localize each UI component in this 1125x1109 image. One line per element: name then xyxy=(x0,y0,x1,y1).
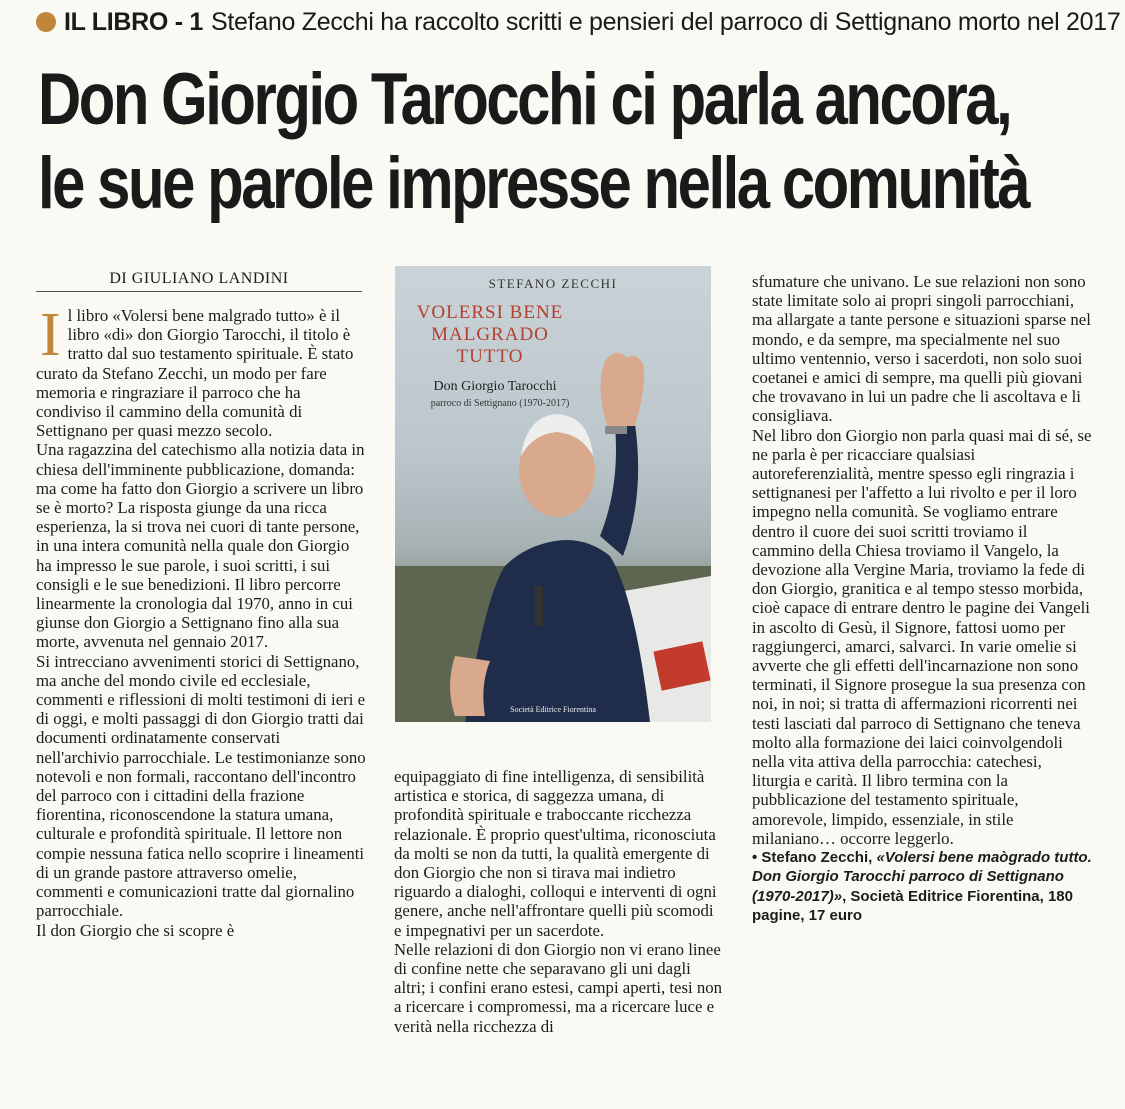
paragraph-2: Una ragazzina del catechismo alla notizia data in chiesa dell'imminente pubblicazione, domanda: ma come ha fatto don Giorgio a scrivere un libro se è morto? La risposta giunge da una ricca esperienza, la si trova nei cuori di tante persone, in una intera comunità nella quale don Giorgio ha impresso le sue parole, i suoi scritti, i sui consigli e le sue benedizioni. Il libro percorre linearmente la cronologia dal 1970, anno in cui giunse don Giorgio a Settignano fino alla sua morte, avvenuta nel gennaio 2017. xyxy=(36,440,365,652)
headline-line-1: Don Giorgio Tarocchi ci parla ancora, xyxy=(38,59,1011,140)
headline xyxy=(38,58,1029,226)
book-credit xyxy=(752,848,1092,925)
kicker-text: Stefano Zecchi ha raccolto scritti e pensieri del parroco di Settignano morto nel 2017 xyxy=(211,8,1121,36)
drop-cap: I xyxy=(40,301,61,369)
paragraph-7: sfumature che univano. Le sue relazioni non sono state limitate solo ai propri singoli parrocchiani, ma allargate a tante persone e situazioni sparse nel mondo, e da sempre, ma specialmente nel suo ultimo ventennio, verso i sacerdoti, non solo suoi coetanei e amici di sempre, ma quelli più giovani che trovavano in lui un padre che li ascoltava e li consigliava. xyxy=(752,272,1091,426)
article-column-3 xyxy=(752,272,1092,925)
cover-title-line-2: MALGRADO xyxy=(431,324,549,345)
paragraph-5: equipaggiato di fine intelligenza, di sensibilità artistica e storica, di saggezza umana, di profondità spirituale e traboccante ricchezza relazionale. È proprio quest'ultima, riconosciuta da molti se non da tutti, la qualità emergente di don Giorgio che non si tirava mai indietro riguardo a dialoghi, colloqui e interventi di ogni genere, anche nell'affrontare quelli più scomodi e impegnativi per un sacerdote. xyxy=(394,767,717,940)
paragraph-3: Si intrecciano avvenimenti storici di Settignano, ma anche del mondo civile ed ecclesiale, commenti e riflessioni di molti testimoni di ieri e di oggi, e molti passaggi di don Giorgio tratti dai documenti ordinatamente conservati nell'archivio parrocchiale. Le testimonianze sono notevoli e non formali, raccontano dell'incontro del parroco con i cittadini della frazione fiorentina, riconoscendone la statura umana, culturale e profondità spirituale. Il lettore non compie nessuna fatica nello scoprire i lineamenti di un grande pastore attraverso omelie, commenti e comunicazioni tratte dal giornalino parrocchiale. xyxy=(36,651,366,921)
credit-title: «Volersi bene maògrado tutto. Don Giorgio Tarocchi parroco di Settignano (1970-2017)» xyxy=(752,849,1092,905)
cover-title-line-1: VOLERSI BENE xyxy=(416,302,564,323)
byline: DI GIULIANO LANDINI xyxy=(36,270,362,292)
cover-publisher: Società Editrice Fiorentina xyxy=(510,705,596,714)
book-cover-image xyxy=(395,266,711,722)
kicker xyxy=(36,4,1121,40)
paragraph-8: Nel libro don Giorgio non parla quasi mai di sé, se ne parla è per ricacciare qualsiasi autoreferenzialità, mentre spesso egli ringrazia i settignanesi per l'affetto a lui rivolto e per il loro impegno nella comunità. Se vogliamo entrare dentro il cuore dei suoi scritti troviamo il cammino della Chiesa troviamo il Vangelo, la devozione alla Vergine Maria, troviamo la fede di don Giorgio, granitica e al tempo stesso morbida, cioè capace di entrare dentro le pagine dei Vangeli in ascolto di Gesù, il Signore, fattosi uomo per raggiungerci, amarci, salvarci. In varie omelie si avverte che gli effetti dell'incarnazione non sono terminati, il Signore prosegue la sua presenza con noi, in noi; si tratta di affermazioni ricorrenti nei testi lasciati dal parroco di Settignano che teneva molto alla formazione dei laici coinvolgendoli nella vita attiva della parrocchia: catechesi, liturgia e carità. Il libro termina con la pubblicazione del testamento spirituale, amorevole, limpido, essenziale, in stile milaniano… occorre leggerlo. xyxy=(752,425,1092,848)
credit-publisher: , Società Editrice Fiorentina, 180 pagine, 17 euro xyxy=(752,887,1073,924)
kicker-tag: IL LIBRO - 1 xyxy=(64,8,204,36)
bullet-dot-icon xyxy=(36,12,56,32)
paragraph-1-text: l libro «Volersi bene malgrado tutto» è il libro «di» don Giorgio Tarocchi, il titolo è tratto dal suo testamento spirituale. È stato curato da Stefano Zecchi, un modo per fare memoria e ringraziare il parroco che ha condiviso il cammino della comunità di Settignano per quasi mezzo secolo. xyxy=(36,306,354,441)
credit-author: • Stefano Zecchi, xyxy=(752,849,873,867)
cover-subtitle-2: parroco di Settignano (1970-2017) xyxy=(430,398,570,409)
article-column-2 xyxy=(394,767,724,1036)
paragraph-1 xyxy=(36,301,366,441)
paragraph-4: Il don Giorgio che si scopre è xyxy=(36,920,235,940)
headline-line-2: le sue parole impresse nella comunità xyxy=(38,143,1029,224)
cover-author: STEFANO ZECCHI xyxy=(488,276,618,291)
cover-title xyxy=(415,302,565,368)
paragraph-6: Nelle relazioni di don Giorgio non vi erano linee di confine nette che separavano gli uni dagli altri; i confini erano estesi, campi aperti, tesi non a ricercare i compromessi, ma a ricercare luce e verità nella ricchezza di xyxy=(394,939,723,1036)
cover-title-line-3: TUTTO xyxy=(456,346,524,367)
cover-subtitle: Don Giorgio Tarocchi xyxy=(433,379,557,394)
article-column-1 xyxy=(36,301,366,940)
